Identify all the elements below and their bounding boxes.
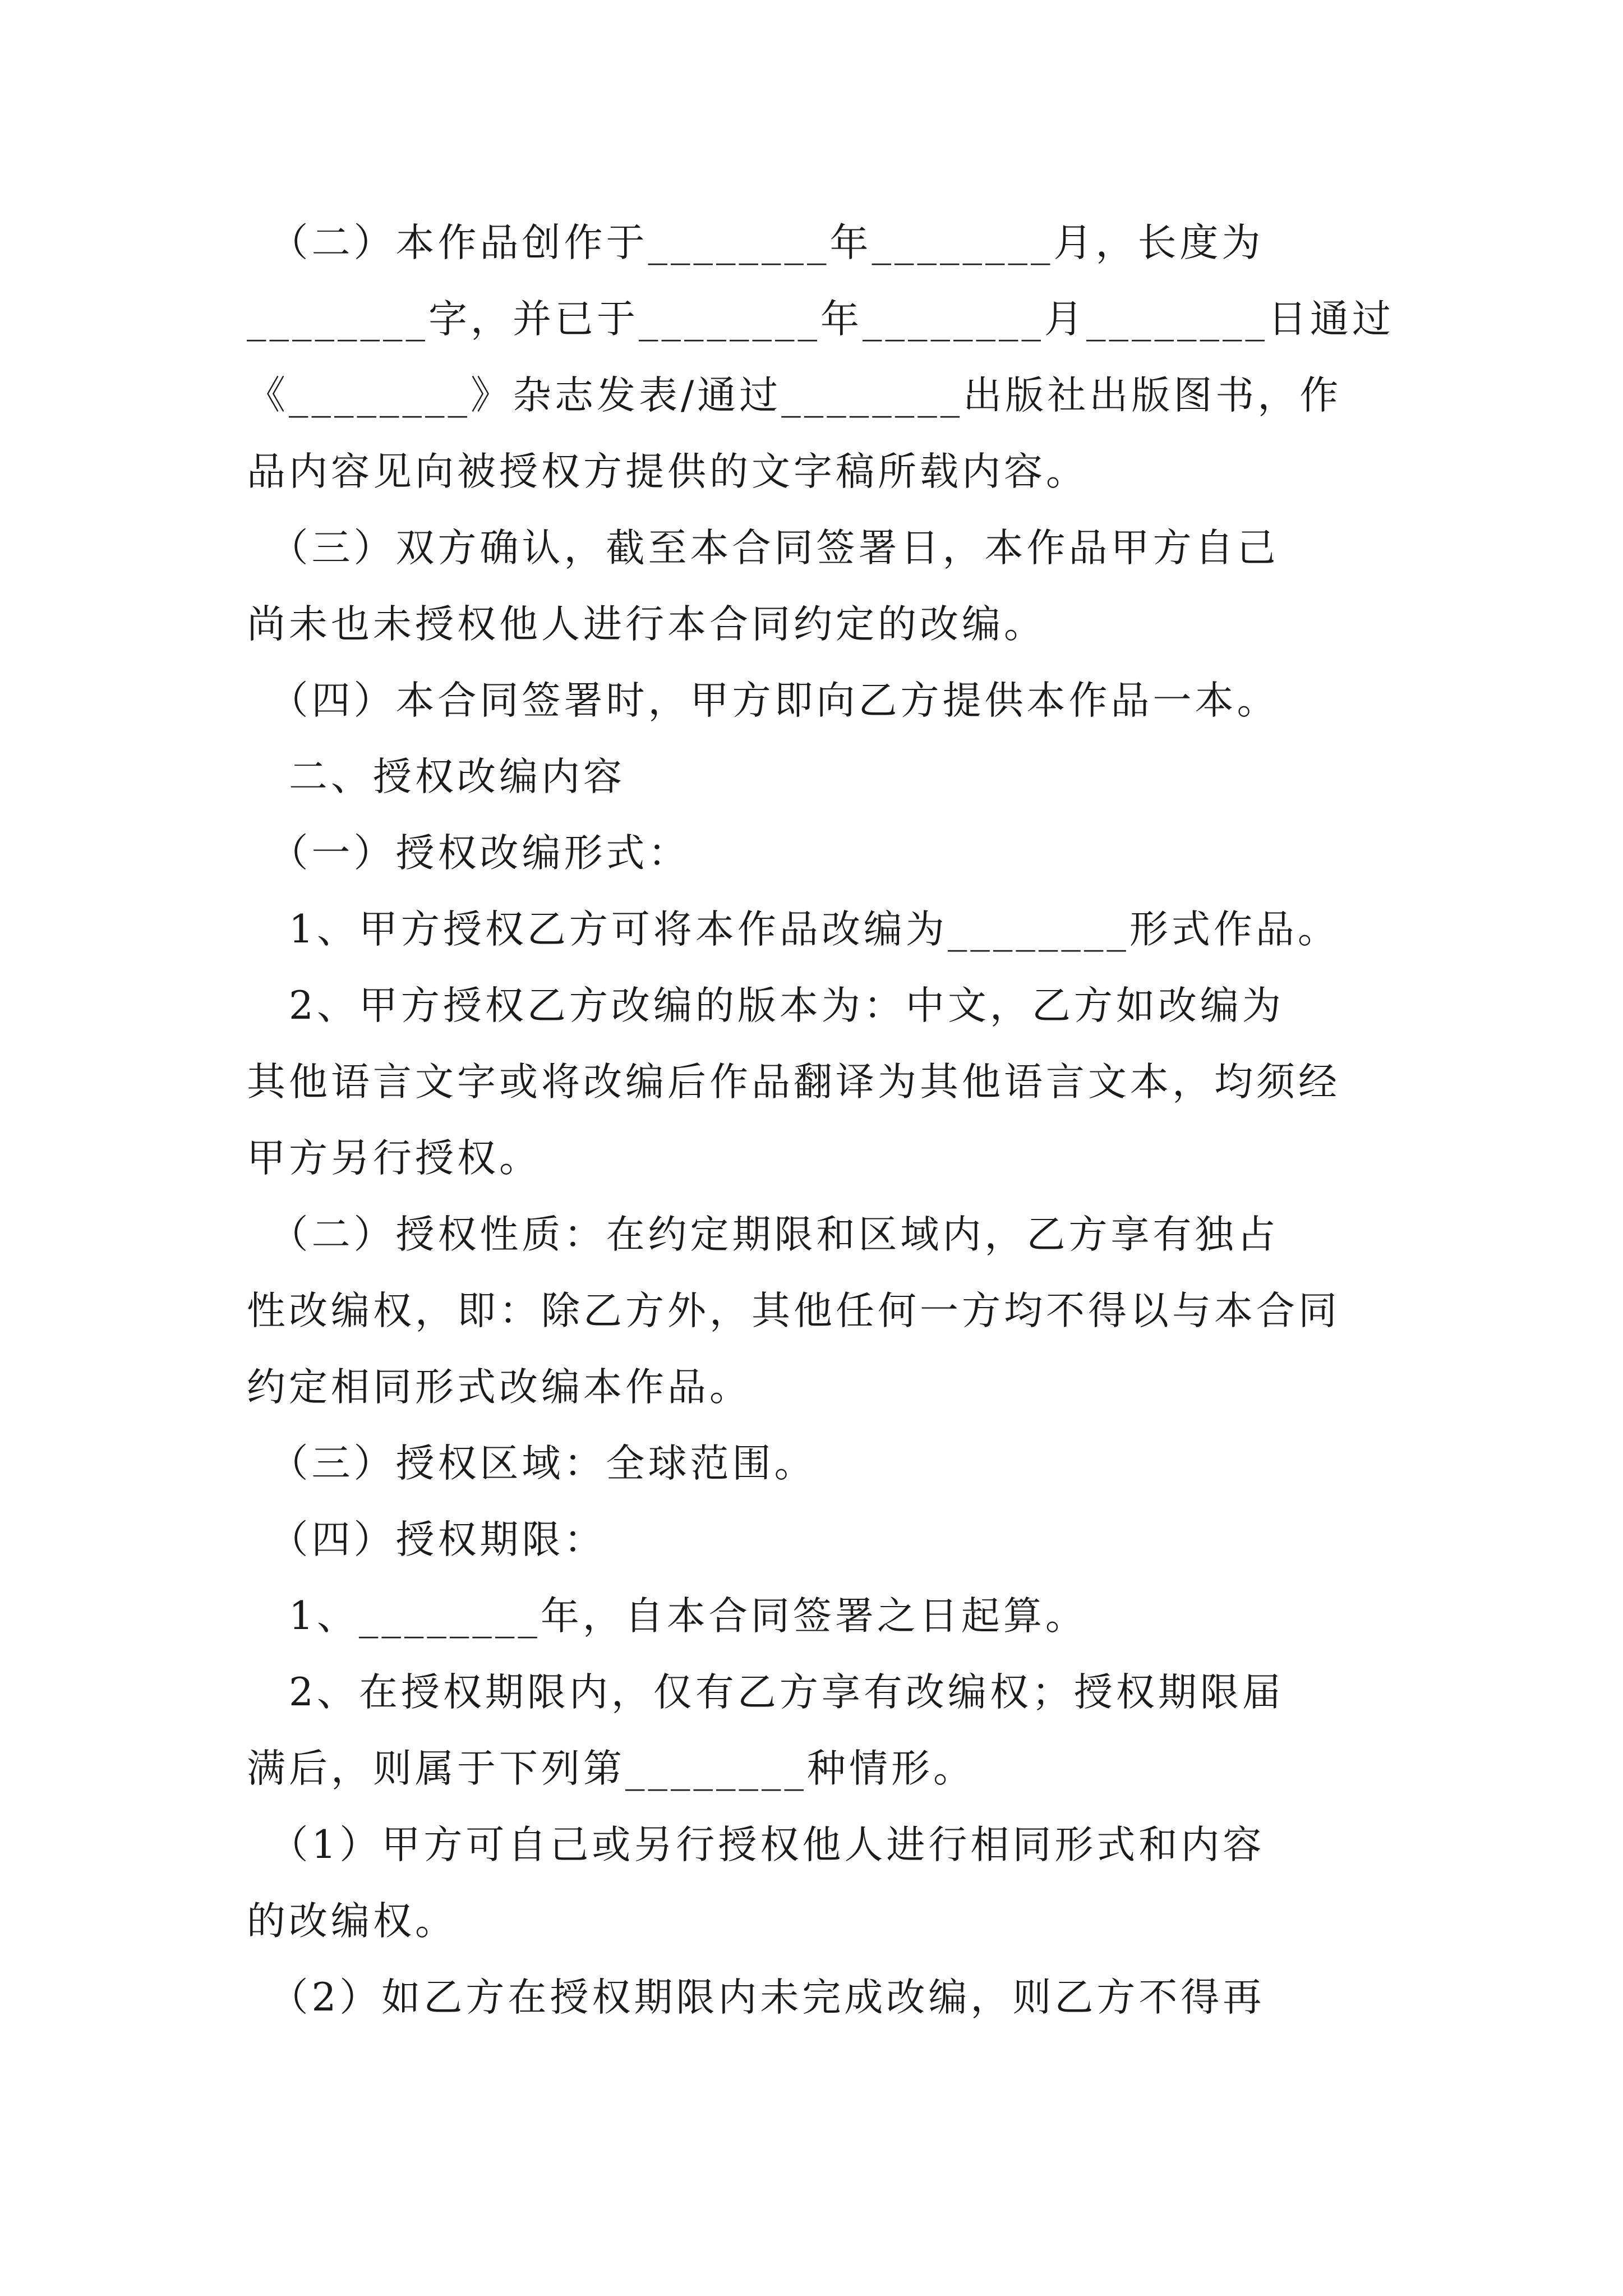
text-line: （1）甲方可自己或另行授权他人进行相同形式和内容 — [247, 1823, 1265, 1867]
text-line: （二）授权性质：在约定期限和区域内，乙方享有独占 — [247, 1212, 1279, 1257]
text-line: 1、________年，自本合同签署之日起算。 — [247, 1594, 1087, 1639]
text-line: （四）本合同签署时，甲方即向乙方提供本作品一本。 — [247, 678, 1279, 723]
text-line: （一）授权改编形式： — [247, 831, 690, 876]
text-line: 的改编权。 — [247, 1899, 457, 1944]
section-heading: 二、授权改编内容 — [247, 754, 625, 799]
text-line: 2、在授权期限内，仅有乙方享有改编权；授权期限届 — [247, 1670, 1284, 1715]
text-line: ________字，并已于________年________月________日通过 — [247, 297, 1394, 342]
text-line: 性改编权，即：除乙方外，其他任何一方均不得以与本合同 — [247, 1289, 1340, 1333]
text-line: 1、甲方授权乙方可将本作品改编为________形式作品。 — [247, 907, 1340, 952]
text-line: （四）授权期限： — [247, 1517, 606, 1562]
text-line: （三）授权区域：全球范围。 — [247, 1441, 817, 1486]
text-line: 《________》杂志发表/通过________出版社出版图书，作 — [247, 373, 1342, 418]
text-line: 甲方另行授权。 — [247, 1136, 541, 1181]
text-line: （二）本作品创作于________年________月，长度为 — [247, 220, 1264, 265]
text-line: （三）双方确认，截至本合同签署日，本作品甲方自己 — [247, 526, 1279, 570]
text-line: 约定相同形式改编本作品。 — [247, 1365, 751, 1410]
text-line: 品内容见向被授权方提供的文字稿所载内容。 — [247, 449, 1088, 494]
text-line: 尚未也未授权他人进行本合同约定的改编。 — [247, 602, 1046, 647]
text-line: 满后，则属于下列第________种情形。 — [247, 1746, 975, 1791]
text-line: 2、甲方授权乙方改编的版本为：中文，乙方如改编为 — [247, 983, 1284, 1028]
text-line: （2）如乙方在授权期限内未完成改编，则乙方不得再 — [247, 1975, 1265, 2020]
text-line: 其他语言文字或将改编后作品翻译为其他语言文本，均须经 — [247, 1060, 1340, 1105]
